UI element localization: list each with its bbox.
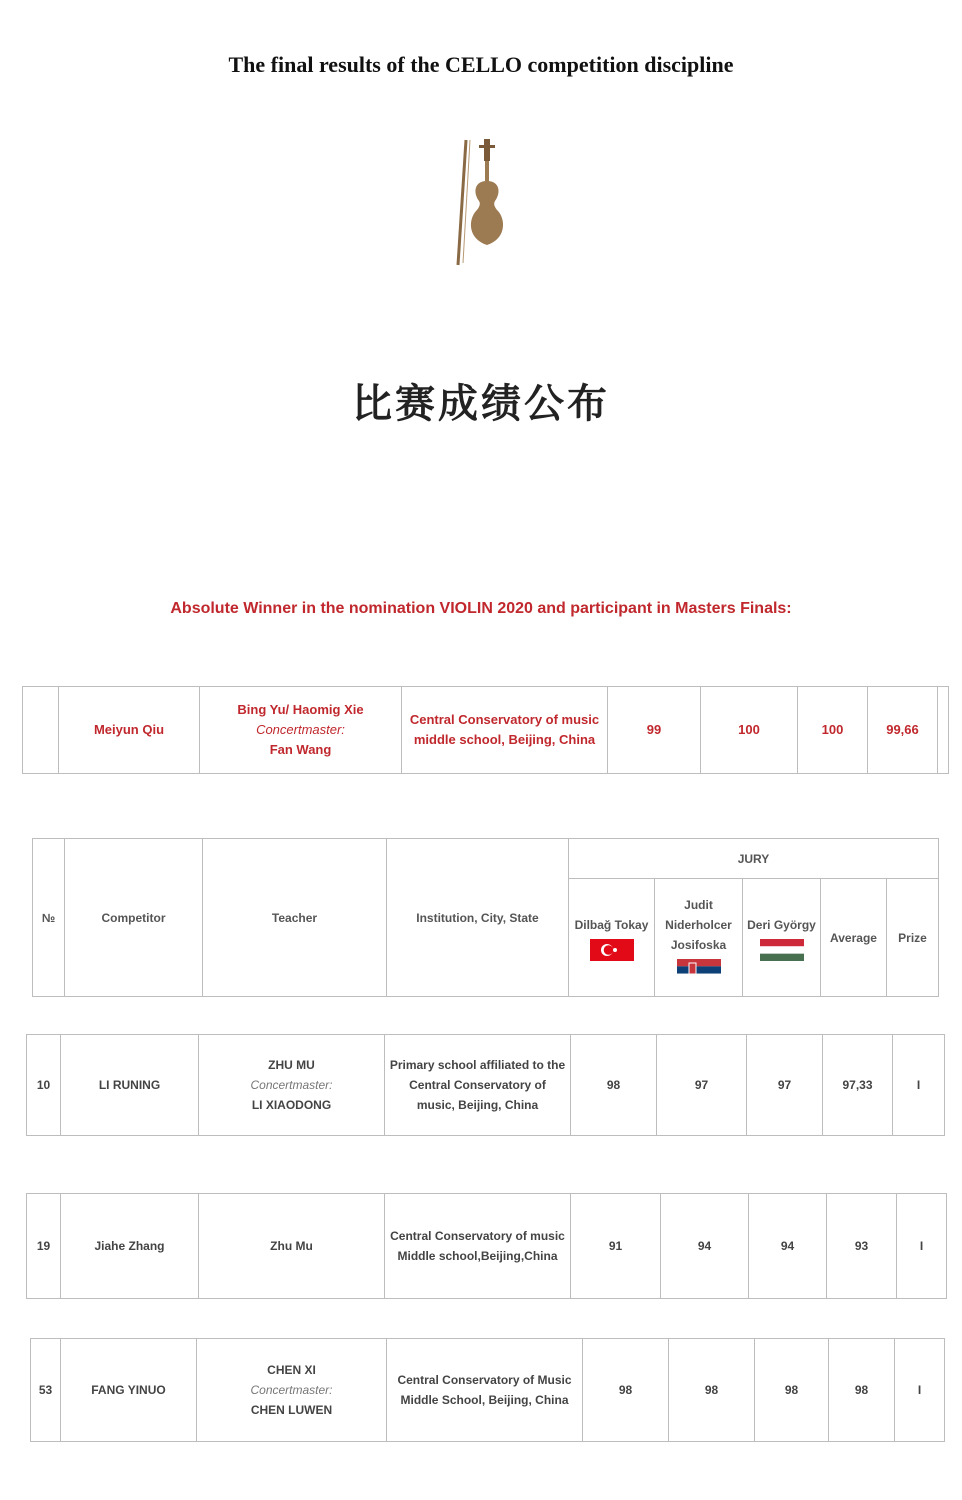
row-score-1: 91	[571, 1194, 661, 1299]
row-score-3: 98	[755, 1339, 829, 1442]
row-score-2: 94	[661, 1194, 749, 1299]
header-juror-3: Deri György	[747, 917, 816, 932]
violin-icon	[448, 135, 518, 270]
hungary-flag-icon	[760, 939, 804, 961]
row-teacher-cell	[197, 1339, 387, 1442]
header-juror-3-cell	[743, 879, 821, 997]
winner-institution: Central Conservatory of music middle school, Beijing, China	[402, 687, 608, 774]
table-row	[26, 1193, 947, 1299]
winner-table	[22, 686, 949, 774]
row-average: 97,33	[823, 1035, 893, 1136]
winner-teacher-cell	[200, 687, 402, 774]
row-institution: Primary school affiliated to the Central Conservatory of music, Beijing, China	[385, 1035, 571, 1136]
row-teacher: Zhu Mu	[199, 1194, 385, 1299]
row-no: 19	[27, 1194, 61, 1299]
table-row	[30, 1338, 945, 1442]
winner-concertmaster: Fan Wang	[269, 742, 332, 757]
winner-heading: Absolute Winner in the nomination VIOLIN 2020 and participant in Masters Finals:	[170, 600, 792, 617]
chinese-title: 比赛成绩公布	[352, 382, 610, 426]
row-institution: Central Conservatory of music Middle school,Beijing,China	[385, 1194, 571, 1299]
row-competitor: Jiahe Zhang	[61, 1194, 199, 1299]
serbia-flag-icon	[677, 959, 721, 981]
header-average: Average	[821, 879, 887, 997]
winner-row	[23, 687, 949, 774]
header-jury: JURY	[569, 839, 939, 879]
row-prize: I	[893, 1035, 945, 1136]
row-teacher: CHEN XI	[267, 1363, 316, 1377]
row-institution: Central Conservatory of Music Middle School, Beijing, China	[387, 1339, 583, 1442]
row-no: 53	[31, 1339, 61, 1442]
row-competitor: LI RUNING	[61, 1035, 199, 1136]
row-concertmaster: CHEN LUWEN	[250, 1403, 333, 1417]
winner-average: 99,66	[868, 687, 938, 774]
row-prize: I	[897, 1194, 947, 1299]
winner-name: Meiyun Qiu	[59, 687, 200, 774]
table-row	[26, 1034, 945, 1136]
row-competitor: FANG YINUO	[61, 1339, 197, 1442]
row-score-2: 98	[669, 1339, 755, 1442]
winner-concertmaster-label: Concertmaster:	[256, 722, 345, 737]
winner-extra-cell	[938, 687, 949, 774]
row-concertmaster: LI XIAODONG	[251, 1098, 332, 1112]
header-juror-1-cell	[569, 879, 655, 997]
header-juror-2-cell	[655, 879, 743, 997]
header-institution: Institution, City, State	[387, 839, 569, 997]
results-header-table	[32, 838, 939, 997]
row-score-1: 98	[583, 1339, 669, 1442]
header-juror-1: Dilbağ Tokay	[574, 917, 649, 932]
header-prize: Prize	[887, 879, 939, 997]
row-teacher-cell	[199, 1035, 385, 1136]
winner-teacher: Bing Yu/ Haomig Xie	[237, 702, 364, 717]
winner-score-3: 100	[798, 687, 868, 774]
header-no: №	[33, 839, 65, 997]
row-concertmaster-label: Concertmaster:	[250, 1383, 333, 1397]
winner-score-1: 99	[608, 687, 701, 774]
winner-score-2: 100	[701, 687, 798, 774]
row-prize: I	[895, 1339, 945, 1442]
row-no: 10	[27, 1035, 61, 1136]
header-juror-2: Judit Niderholcer Josifoska	[665, 897, 732, 952]
header-teacher: Teacher	[203, 839, 387, 997]
winner-number	[23, 687, 59, 774]
row-score-2: 97	[657, 1035, 747, 1136]
row-average: 98	[829, 1339, 895, 1442]
page-title: The final results of the CELLO competition discipline	[228, 52, 734, 77]
row-score-3: 97	[747, 1035, 823, 1136]
row-score-3: 94	[749, 1194, 827, 1299]
row-concertmaster-label: Concertmaster:	[250, 1078, 333, 1092]
row-average: 93	[827, 1194, 897, 1299]
turkey-flag-icon	[590, 939, 634, 961]
header-competitor: Competitor	[65, 839, 203, 997]
row-score-1: 98	[571, 1035, 657, 1136]
row-teacher: ZHU MU	[268, 1058, 315, 1072]
